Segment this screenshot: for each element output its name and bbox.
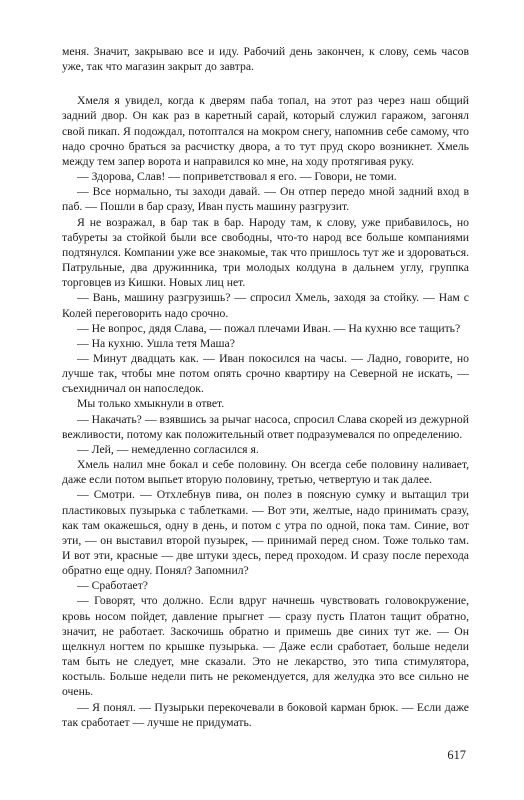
paragraph: — Говорят, что должно. Если вдруг начнешь чувствовать головокружение, кровь носом пойдет, давление прыгнет — сразу пусть Платон тащит обратно, значит, не работает. Заскочишь обратно и примешь две синих тут же. — Он щелкнул ногтем по крышке пузырька. — Даже если сработает, больше недели там быть не следует, мне сказали. Это не лекарство, это типа стимулятора, костыль. Больше недели пить не рекомендуется, для желудка это все сильно не очень. <box>62 594 469 699</box>
paragraph: — Сработает? <box>77 579 148 593</box>
paragraph: Хмель налил мне бокал и себе половину. Он всегда себе половину наливает, даже если потом выпьет вторую половину, третью, четвертую и так далее. <box>62 458 469 487</box>
paragraph: — Не вопрос, дядя Слава, — пожал плечами Иван. — На кухню все тащить? <box>77 321 461 335</box>
paragraph: — Накачать? — взявшись за рычаг насоса, спросил Слава скорей из дежурной вежливости, потому как положительный ответ подразумевался по определению. <box>62 412 469 441</box>
body-text <box>62 44 469 730</box>
section-break <box>62 74 469 93</box>
page-number: 617 <box>447 748 466 762</box>
paragraph: — На кухню. Ушла тетя Маша? <box>77 336 235 350</box>
paragraph: — Лей, — немедленно согласился я. <box>77 442 259 456</box>
paragraph: — Здорова, Слав! — поприветствовал я его. — Говори, не томи. <box>77 170 397 184</box>
paragraph: Я не возражал, в бар так в бар. Народу там, к слову, уже прибавилось, но табуреты за стойкой были все свободны, что-то народ все больше компаниями подтянулся. Компании уже все знакомые, так что пришлось тут же и здороваться. Патрульные, два дружинника, три молодых колдуна в дальнем углу, группка торговцев из Кишки. Новых лиц нет. <box>62 215 469 290</box>
paragraph: Мы только хмыкнули в ответ. <box>77 397 225 411</box>
paragraph: — Минут двадцать как. — Иван покосился на часы. — Ладно, говорите, но лучше так, чтобы мне потом опять срочно квартиру на Северной не искать, — съехидничал он напоследок. <box>62 351 469 396</box>
paragraph-continued: меня. Значит, закрываю все и иду. Рабочий день закончен, к слову, семь часов уже, так что магазин закрыт до завтра. <box>62 45 469 74</box>
paragraph: — Все нормально, ты заходи давай. — Он отпер передо мной задний вход в паб. — Пошли в бар сразу, Иван пусть машину разгрузит. <box>62 185 469 214</box>
paragraph: — Смотри. — Отхлебнув пива, он полез в поясную сумку и вытащил три пластиковых пузырька с таблетками. — Вот эти, желтые, надо принимать сразу, как там окажешься, одну в день, и потом с утра по одной, пока там. Синие, вот эти, — он выставил второй пузырек, — принимай перед сном. Тоже только там. И вот эти, красные — две штуки здесь, перед проходом. И сразу после перехода обратно еще одну. Понял? Запомнил? <box>62 488 469 578</box>
paragraph: — Вань, машину разгрузишь? — спросил Хмель, заходя за стойку. — Нам с Колей переговорить надо срочно. <box>62 291 469 320</box>
paragraph: Хмеля я увидел, когда к дверям паба топал, на этот раз через наш общий задний двор. Он как раз в каретный сарай, который служил гаражом, загонял свой пикап. Я подождал, потоптался на мокром снегу, напомнив себе самому, что надо срочно браться за расчистку двора, а то тут пруд скоро возникнет. Хмель между тем запер ворота и направился ко мне, на ходу протягивая руку. <box>62 94 469 168</box>
paragraph: — Я понял. — Пузырьки перекочевали в боковой карман брюк. — Если даже так сработает — лучше не придумать. <box>62 700 469 729</box>
